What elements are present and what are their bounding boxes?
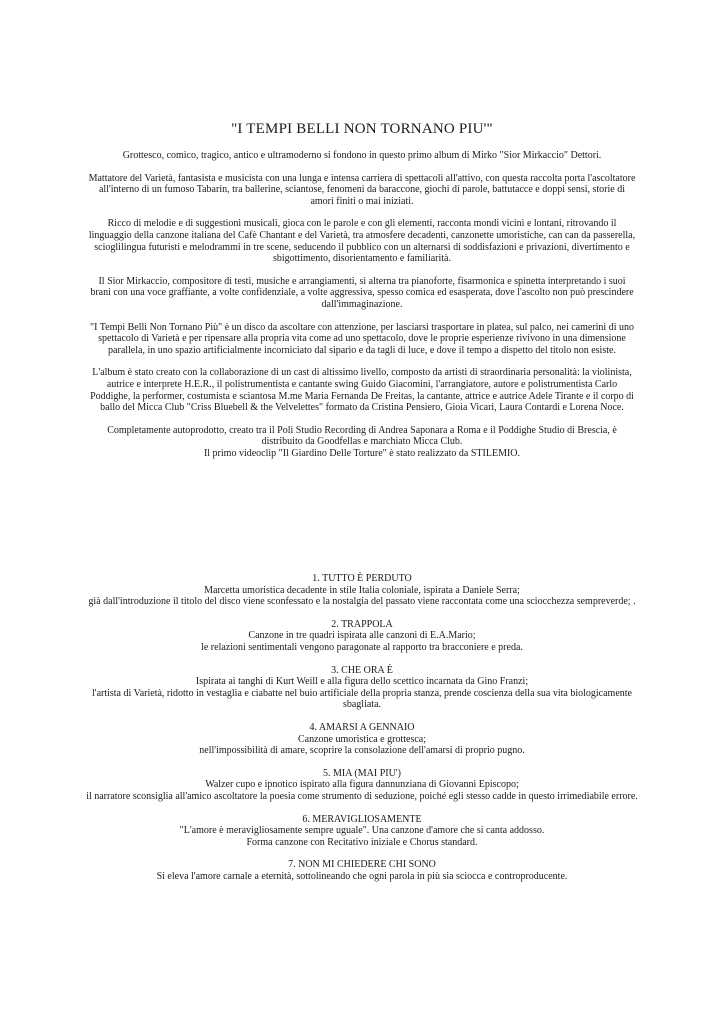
track-description: già dall'introduzione il titolo del disco viene sconfessato e la nostalgia del passato viene raccontata come una sciocchezza sempreverde; .: [88, 596, 636, 608]
track-title: 3. CHE ORA È: [331, 664, 393, 676]
track-title: 5. MIA (MAI PIU'): [323, 767, 401, 779]
track-description: Forma canzone con Recitativo iniziale e Chorus standard.: [246, 836, 478, 848]
track-description: Marcetta umoristica decadente in stile Italia coloniale, ispirata a Daniele Serra;: [204, 584, 520, 596]
track-item: [80, 722, 644, 757]
track-description: le relazioni sentimentali vengono paragonate al rapporto tra bracconiere e preda.: [201, 641, 523, 653]
track-description: l'artista di Varietà, ridotto in vestaglia e ciabatte nel buio artificiale della propria stanza, prende coscienza della sua vita biologicamente sbagliata.: [91, 687, 632, 711]
track-description: "L'amore è meravigliosamente sempre uguale". Una canzone d'amore che si canta addosso.: [179, 825, 545, 837]
track-item: [80, 814, 644, 849]
paragraph-produzione: Completamente autoprodotto, creato tra il Poli Studio Recording di Andrea Saponara a Roma e il Poddighe Studio di Brescia, è distribuito da Goodfellas e marchiato Micca Club.: [107, 424, 617, 448]
paragraph-compositore: Il Sior Mirkaccio, compositore di testi, musiche e arrangiamenti, si alterna tra pianoforte, fisarmonica e spinetta interpretando i suoi brani con una voce graffiante, a volte confidenziale, a volte aggressiva, spesso comica ed esasperata, dove l'ascolto non può prescindere dall'immaginazione.: [90, 275, 634, 310]
paragraph-mattatore: Mattatore del Varietà, fantasista e musicista con una lunga e intensa carriera di spettacoli all'attivo, con questa raccolta porta l'ascoltatore all'interno di un fumoso Tabarin, tra ballerine, sciantose, fenomeni da baraccone, giochi di parole, battutacce e doppi sensi, storie di amori finiti o mai iniziati.: [88, 172, 636, 207]
track-description: Ispirata ai tanghi di Kurt Weill e alla figura dello scettico incarnata da Gino Franzi;: [195, 676, 529, 688]
track-item: [80, 573, 644, 608]
paragraph-intro: Grottesco, comico, tragico, antico e ultramoderno si fondono in questo primo album di Mirko "Sior Mirkaccio" Dettori.: [122, 150, 602, 161]
track-title: 6. MERAVIGLIOSAMENTE: [302, 813, 422, 825]
document-title: "I TEMPI BELLI NON TORNANO PIU'": [231, 121, 493, 137]
track-description: Walzer cupo e ipnotico ispirato alla figura dannunziana di Giovanni Episcopo;: [205, 779, 519, 791]
track-description: Canzone umoristica e grottesca;: [297, 733, 426, 745]
track-title: 4. AMARSI A GENNAIO: [309, 721, 415, 733]
track-item: [80, 768, 644, 803]
track-item: [80, 665, 644, 711]
paragraph-melodie: Ricco di melodie e di suggestioni musicali, gioca con le parole e con gli elementi, racconta mondi vicini e lontani, ritrovando il linguaggio della canzone italiana del Cafè Chantant e del Varietà, tra atmosfere decadenti, canzonette umoristiche, can can da passerella, scioglilingua futuristi e melodrammi in tre scene, seducendo il pubblico con un alternarsi di soddisfazioni e privazioni, divertimento e sbigottimento, disorientamento e familiarità.: [88, 218, 636, 265]
intro-section: [88, 150, 636, 470]
track-title: 2. TRAPPOLA: [331, 618, 393, 630]
paragraph-cast: L'album è stato creato con la collaborazione di un cast di altissimo livello, composto da artisti di straordinaria personalità: la violinista, autrice e interprete H.E.R., il polistrumentista e cantante swing Guido Giacomini, l'arrangiatore, autore e polistrumentista Carlo Poddighe, la performer, costumista e sciantosa M.me Maria Fernanda De Freitas, la cantante, attrice e autrice Adele Tirante e il corpo di ballo del Micca Club "Criss Bluebell & the Velvelettes" formato da Cristina Pensiero, Gioia Vicari, Laura Contardi e Lorena Noce.: [90, 367, 634, 414]
track-description: Canzone in tre quadri ispirata alle canzoni di E.A.Mario;: [248, 630, 476, 642]
track-list: [80, 573, 644, 893]
paragraph-videoclip: Il primo videoclip "Il Giardino Delle Torture" è stato realizzato da STILEMIO.: [203, 447, 521, 459]
track-description: Si eleva l'amore carnale a eternità, sottolineando che ogni parola in più sia sciocca e controproducente.: [156, 870, 568, 882]
track-item: [80, 619, 644, 654]
paragraph-ascolto: "I Tempi Belli Non Tornano Più" è un disco da ascoltare con attenzione, per lasciarsi trasportare in platea, sul palco, nei camerini di uno spettacolo di Varietà e per ripensare alla propria vita come ad uno spettacolo, dove le proprie esperienze rivivono in una dimensione parallela, in uno spazio artificialmente incorniciato dal sipario e da tagli di luce, e dove il tempo a dispetto del titolo non esiste.: [89, 321, 634, 356]
track-title: 7. NON MI CHIEDERE CHI SONO: [288, 859, 436, 871]
track-description: il narratore sconsiglia all'amico ascoltatore la poesia come strumento di seduzione, poiché egli stesso cadde in questo irrimediabile errore.: [86, 790, 638, 802]
track-item: [80, 859, 644, 882]
track-description: nell'impossibilità di amare, scoprire la consolazione dell'amarsi di proprio pugno.: [199, 745, 525, 757]
track-title: 1. TUTTO È PERDUTO: [312, 573, 412, 584]
